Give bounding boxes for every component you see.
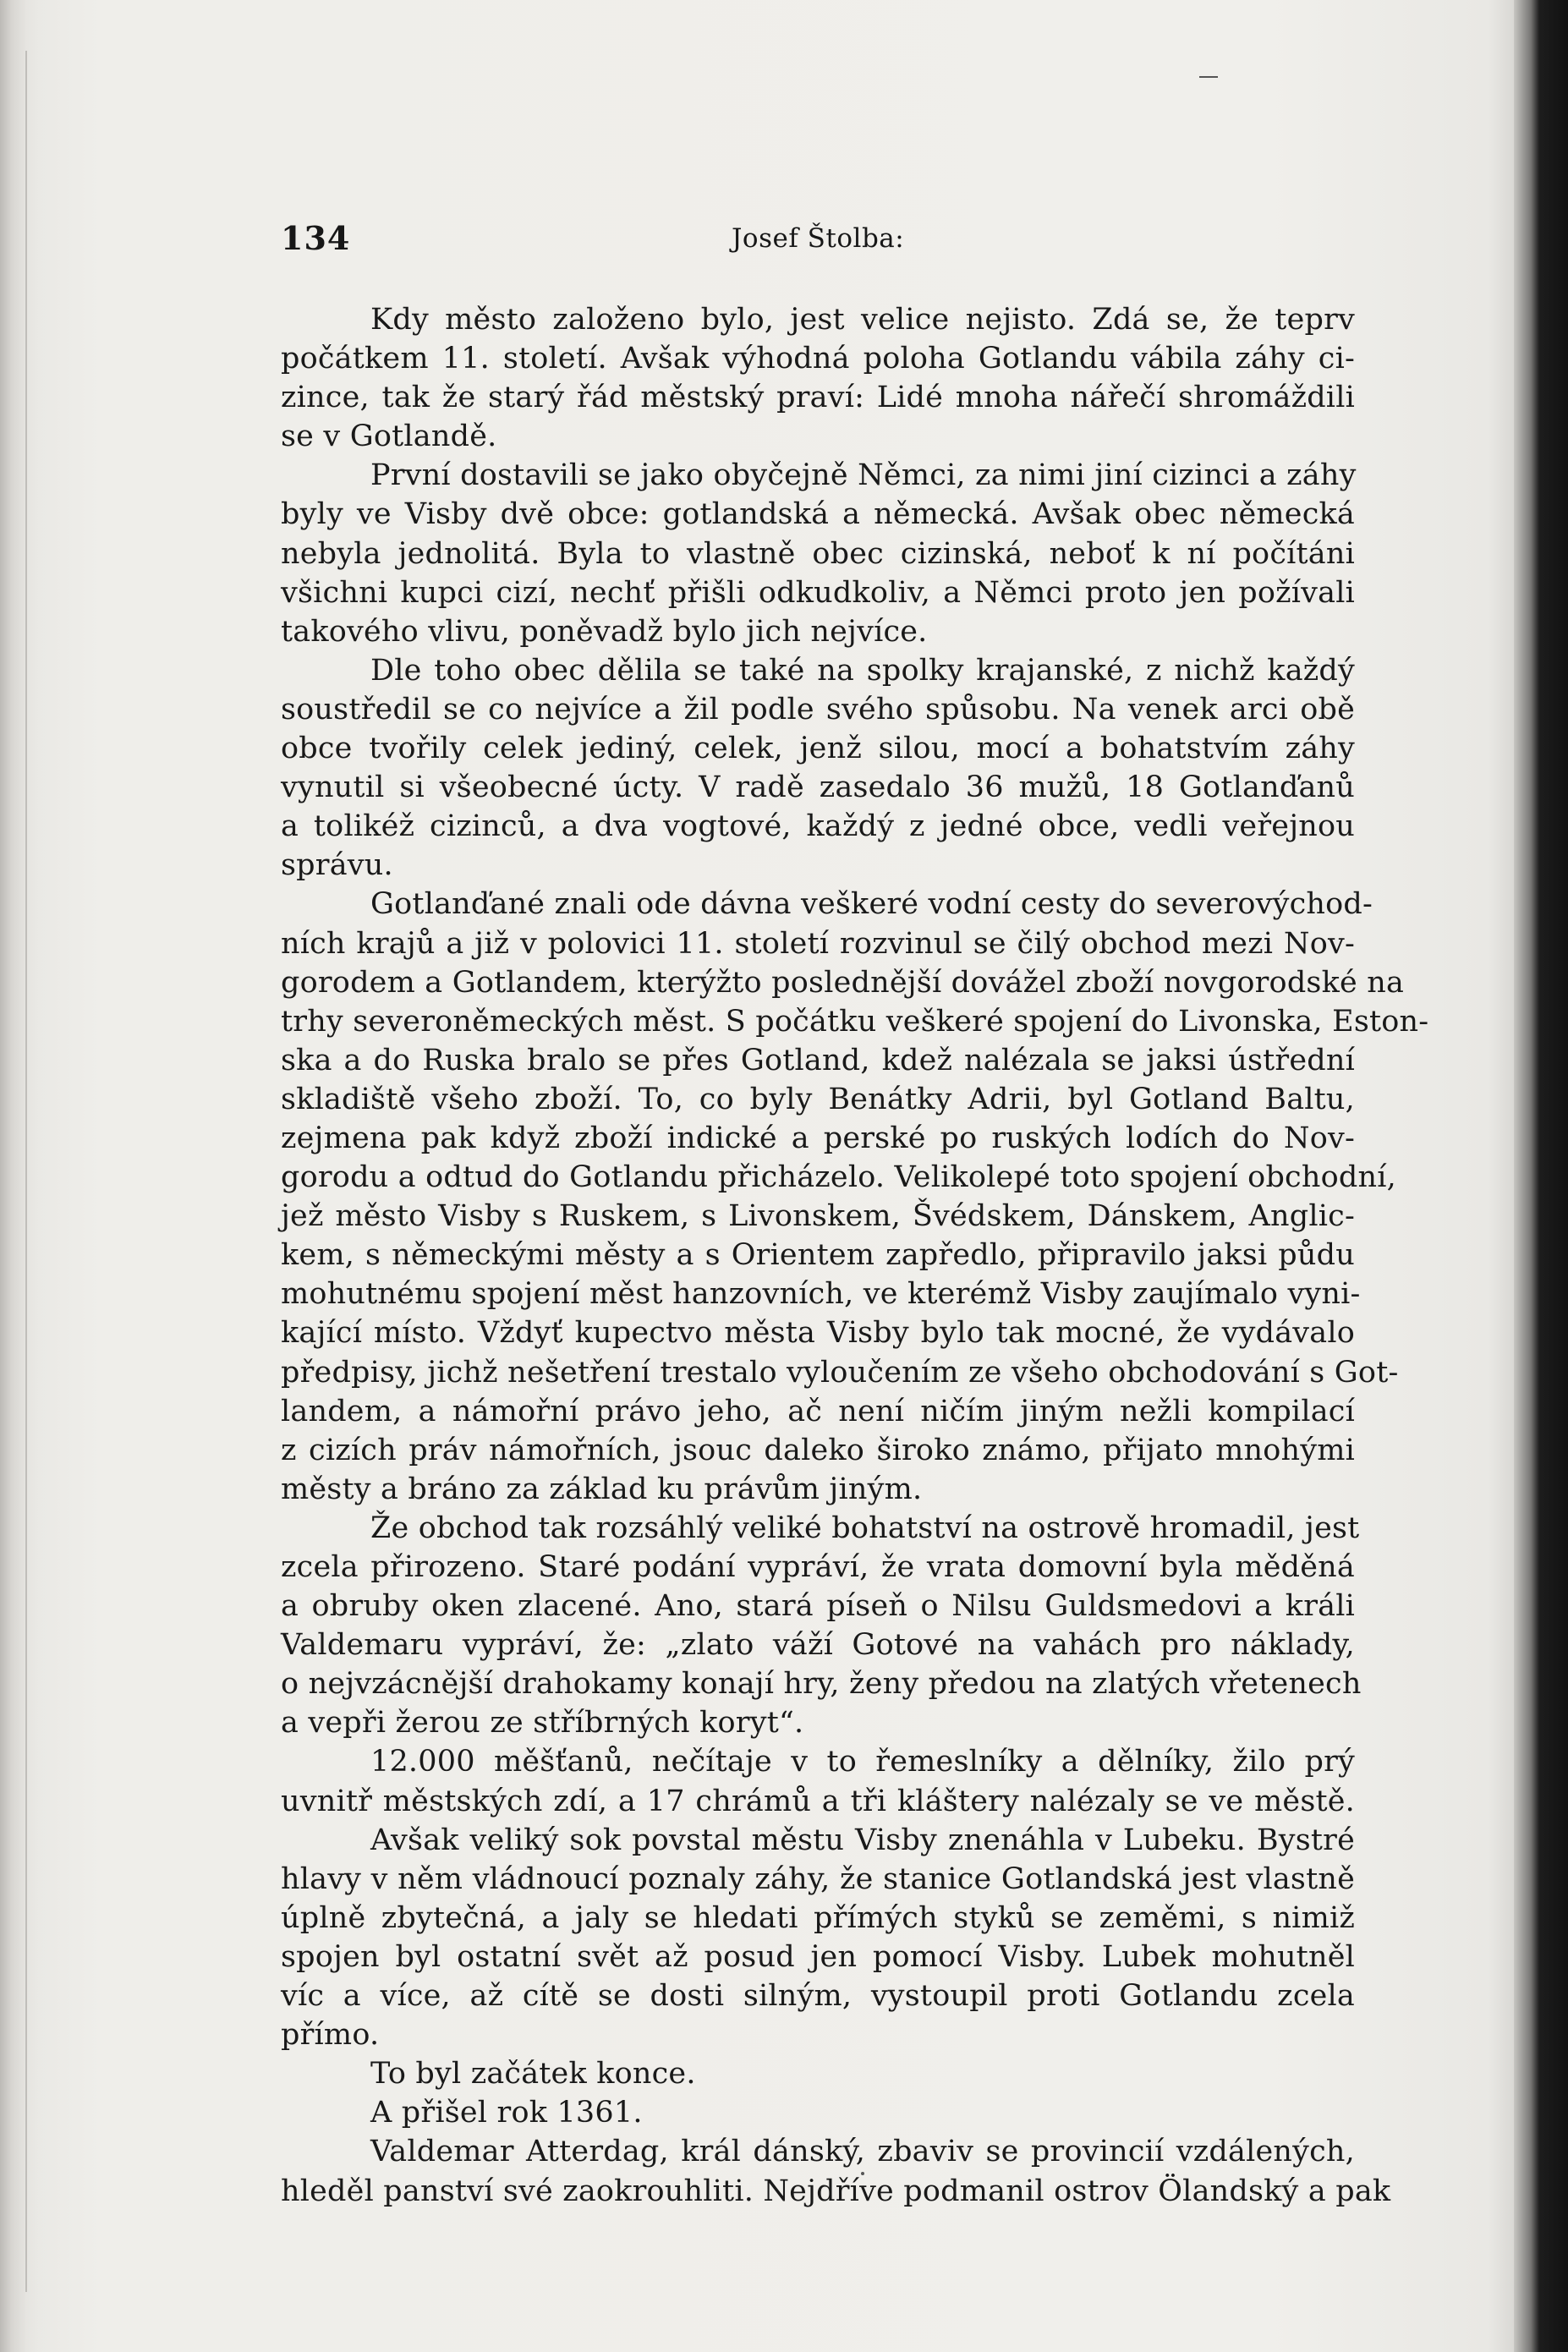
- text-line: trhy severoněmeckých měst. S počátku veškeré spojení do Livonska, Eston-: [281, 1004, 1429, 1039]
- binding-line: [25, 51, 27, 2292]
- text-line: ních krajů a již v polovici 11. století rozvinul se čilý obchod mezi Nov-: [281, 926, 1355, 961]
- text-line: a tolikéž cizinců, a dva vogtové, každý z jedné obce, vedli veřejnou: [281, 809, 1355, 844]
- text-line: jež město Visby s Ruskem, s Livonskem, Švédskem, Dánskem, Anglic-: [281, 1199, 1355, 1234]
- text-line: A přišel rok 1361.: [370, 2096, 643, 2130]
- text-line: kající místo. Vždyť kupectvo města Visby bylo tak mocné, že vydávalo: [281, 1316, 1355, 1351]
- text-line: gorodem a Gotlandem, kterýžto poslednější dovážel zboží novgorodské na: [281, 965, 1405, 1000]
- text-line: Gotlanďané znali ode dávna veškeré vodní cesty do severovýchod-: [370, 887, 1373, 922]
- text-line: gorodu a odtud do Gotlandu přicházelo. Velikolepé toto spojení obchodní,: [281, 1160, 1396, 1195]
- text-line: obce tvořily celek jediný, celek, jenž silou, mocí a bohatstvím záhy: [281, 732, 1355, 766]
- text-line: hlavy v něm vládnoucí poznaly záhy, že stanice Gotlandská jest vlastně: [281, 1861, 1355, 1896]
- text-line: zcela přirozeno. Staré podání vypráví, že vrata domovní byla měděná: [281, 1550, 1355, 1584]
- text-line: Valdemaru vypráví, že: „zlato váží Gotové na vahách pro náklady,: [281, 1628, 1355, 1663]
- text-line: o nejvzácnější drahokamy konají hry, ženy předou na zlatých vřetenech: [281, 1667, 1362, 1702]
- running-head: Josef Štolba:: [732, 223, 905, 254]
- page-header: [281, 218, 1355, 259]
- text-line: soustředil se co nejvíce a žil podle svého spůsobu. Na venek arci obě: [281, 692, 1355, 726]
- page-left-edge: [0, 0, 39, 2352]
- document-body: [281, 300, 1429, 2211]
- print-mark-top: [1199, 76, 1218, 78]
- text-line: přímo.: [281, 2018, 380, 2053]
- text-line: vynutil si všeobecné úcty. V radě zasedalo 36 mužů, 18 Gotlanďanů: [281, 770, 1355, 805]
- text-line: se v Gotlandě.: [281, 419, 497, 454]
- page-right-shadow: [1514, 0, 1568, 2352]
- text-line: Dle toho obec dělila se také na spolky krajanské, z nichž každý: [370, 653, 1355, 688]
- text-line: První dostavili se jako obyčejně Němci, za nimi jiní cizinci a záhy: [370, 458, 1357, 493]
- text-line: zince, tak že starý řád městský praví: Lidé mnoha nářečí shromáždili: [281, 381, 1355, 415]
- text-line: ska a do Ruska bralo se přes Gotland, kdež nalézala se jaksi ústřední: [281, 1043, 1355, 1077]
- text-line: zejmena pak když zboží indické a perské po ruských lodích do Nov-: [281, 1121, 1355, 1155]
- text-line: hleděl panství své zaokrouhliti. Nejdříve podmanil ostrov Ölandský a pak: [281, 2174, 1391, 2208]
- text-line: To byl začátek konce.: [370, 2057, 696, 2092]
- text-line: správu.: [281, 848, 393, 883]
- text-line: všichni kupci cizí, nechť přišli odkudkoliv, a Němci proto jen požívali: [281, 575, 1355, 610]
- text-line: 12.000 měšťanů, nečítaje v to řemeslníky a dělníky, žilo prý: [370, 1745, 1355, 1779]
- text-line: Valdemar Atterdag, král dánský, zbaviv se provincií vzdálených,: [370, 2135, 1355, 2169]
- text-line: městy a bráno za základ ku právům jiným.: [281, 1472, 923, 1506]
- text-line: a vepři žerou ze stříbrných koryt“.: [281, 1706, 804, 1741]
- text-line: předpisy, jichž nešetření trestalo vyloučením ze všeho obchodování s Got-: [281, 1355, 1399, 1390]
- text-line: takového vlivu, poněvadž bylo jich nejvíce.: [281, 614, 928, 649]
- text-line: landem, a námořní právo jeho, ač není ničím jiným nežli kompilací: [281, 1394, 1355, 1428]
- text-line: nebyla jednolitá. Byla to vlastně obec cizinská, neboť k ní počítáni: [281, 536, 1355, 571]
- text-line: úplně zbytečná, a jaly se hledati přímých styků se zeměmi, s nimiž: [281, 1900, 1355, 1935]
- text-line: spojen byl ostatní svět až posud jen pomocí Visby. Lubek mohutněl: [281, 1939, 1355, 1974]
- page-number: 134: [281, 219, 351, 257]
- text-line: kem, s německými městy a s Orientem zapředlo, připravilo jaksi půdu: [281, 1238, 1355, 1273]
- text-line: uvnitř městských zdí, a 17 chrámů a tři kláštery nalézaly se ve městě.: [281, 1784, 1355, 1818]
- text-line: Avšak veliký sok povstal městu Visby znenáhla v Lubeku. Bystré: [370, 1823, 1355, 1857]
- text-line: byly ve Visby dvě obce: gotlandská a německá. Avšak obec německá: [281, 497, 1355, 532]
- text-line: z cizích práv námořních, jsouc daleko široko známo, přijato mnohými: [281, 1433, 1355, 1467]
- text-line: počátkem 11. století. Avšak výhodná poloha Gotlandu vábila záhy ci-: [281, 342, 1355, 376]
- text-line: Že obchod tak rozsáhlý veliké bohatství na ostrově hromadil, jest: [370, 1510, 1360, 1545]
- text-line: mohutnému spojení měst hanzovních, ve kterémž Visby zaujímalo vyni-: [281, 1277, 1361, 1312]
- text-line: a obruby oken zlacené. Ano, stará píseň o Nilsu Guldsmedovi a králi: [281, 1589, 1355, 1624]
- text-line: skladiště všeho zboží. To, co byly Benátky Adrii, byl Gotland Baltu,: [281, 1082, 1355, 1116]
- text-line: víc a více, až cítě se dosti silným, vystoupil proti Gotlandu zcela: [281, 1979, 1355, 2014]
- text-line: Kdy město založeno bylo, jest velice nejisto. Zdá se, že teprv: [370, 303, 1355, 337]
